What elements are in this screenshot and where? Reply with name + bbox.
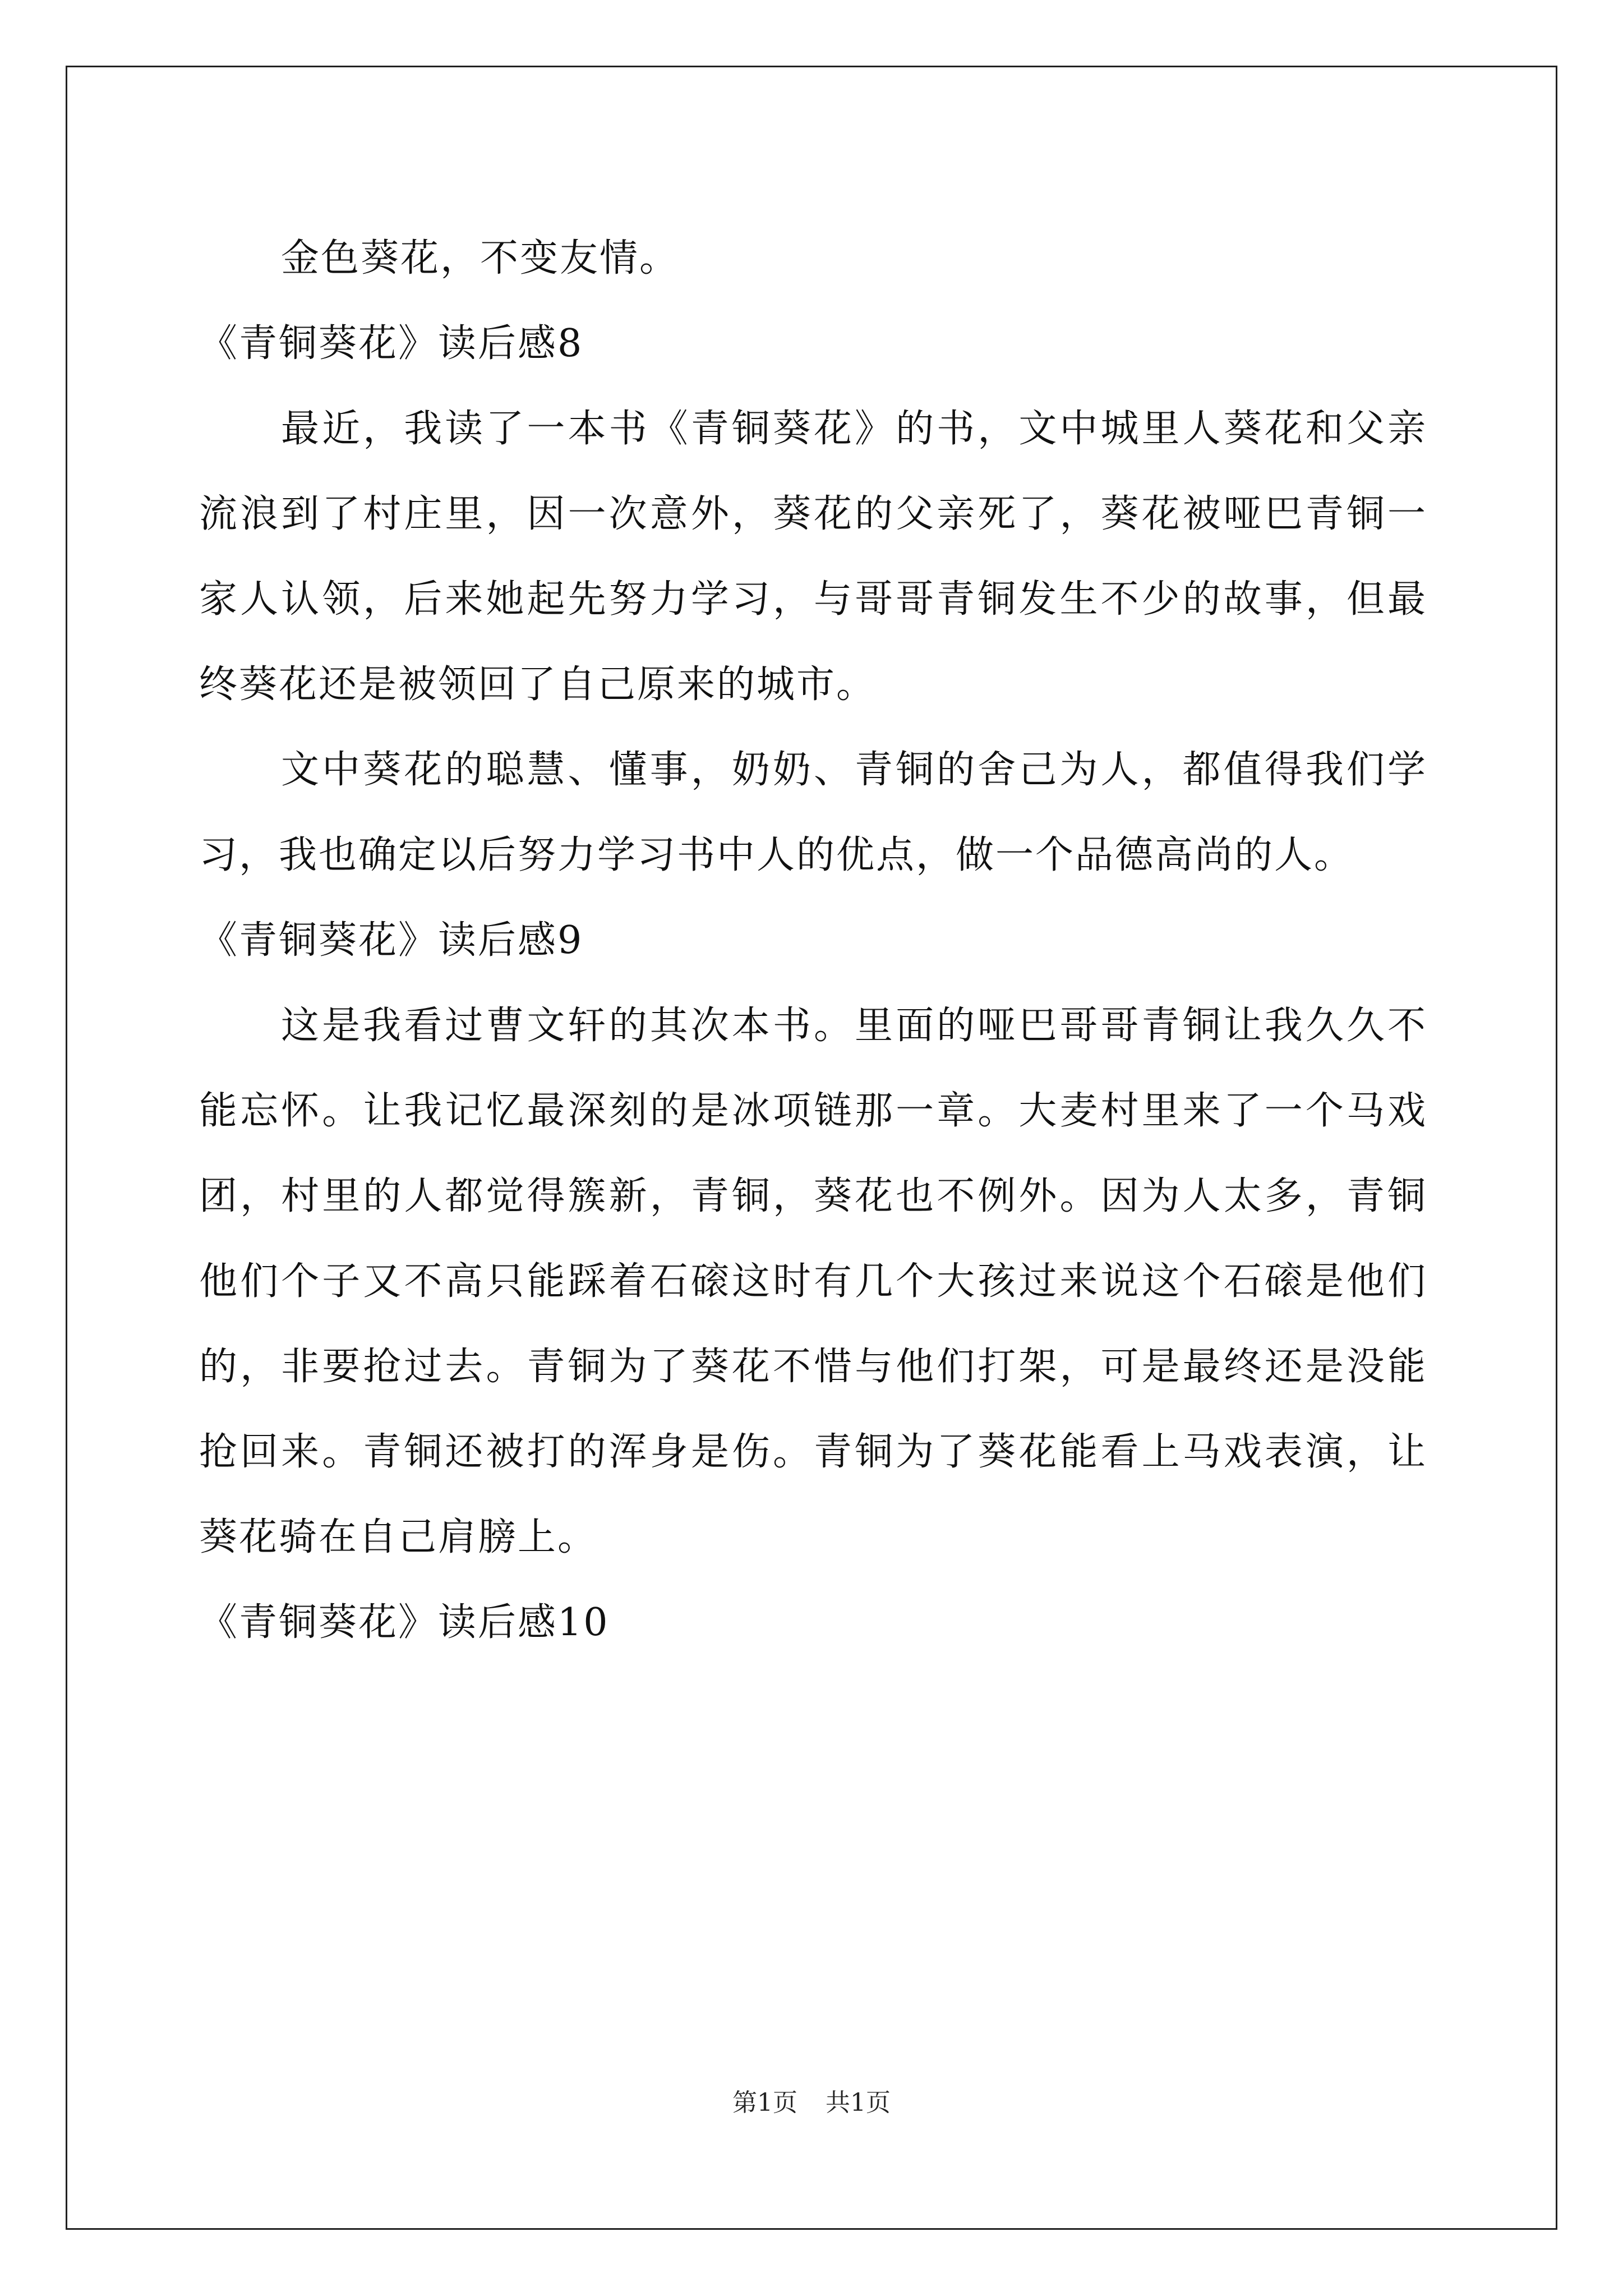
paragraph-summary: 最近，我读了一本书《青铜葵花》的书，文中城里人葵花和父亲流浪到了村庄里，因一次意外，葵花的父亲死了，葵花被哑巴青铜一家人认领，后来她起先努力学习，与哥哥青铜发生不少的故事，但最终葵花还是被领回了自己原来的城市。 [199, 407, 1427, 707]
section-heading-9: 《青铜葵花》读后感9 [199, 918, 584, 963]
section-heading-8: 《青铜葵花》读后感8 [199, 321, 584, 366]
page-footer [0, 2082, 1623, 2118]
paragraph-reflection: 文中葵花的聪慧、懂事，奶奶、青铜的舍己为人，都值得我们学习，我也确定以后努力学习书中人的优点，做一个品德高尚的人。 [199, 748, 1427, 877]
section-heading-10: 《青铜葵花》读后感10 [199, 1600, 610, 1645]
paragraph-story: 这是我看过曹文轩的其次本书。里面的哑巴哥哥青铜让我久久不能忘怀。让我记忆最深刻的是冰项链那一章。大麦村里来了一个马戏团，村里的人都觉得簇新，青铜，葵花也不例外。因为人太多，青铜他们个子又不高只能踩着石磙这时有几个大孩过来说这个石磙是他们的，非要抢过去。青铜为了葵花不惜与他们打架，可是最终还是没能抢回来。青铜还被打的浑身是伤。青铜为了葵花能看上马戏表演，让葵花骑在自己肩膀上。 [199, 1004, 1427, 1559]
document-body [199, 216, 1427, 1665]
page-number: 第1页 [732, 2088, 797, 2117]
paragraph-closing-line: 金色葵花，不变友情。 [281, 236, 680, 280]
page-total: 共1页 [826, 2088, 891, 2117]
